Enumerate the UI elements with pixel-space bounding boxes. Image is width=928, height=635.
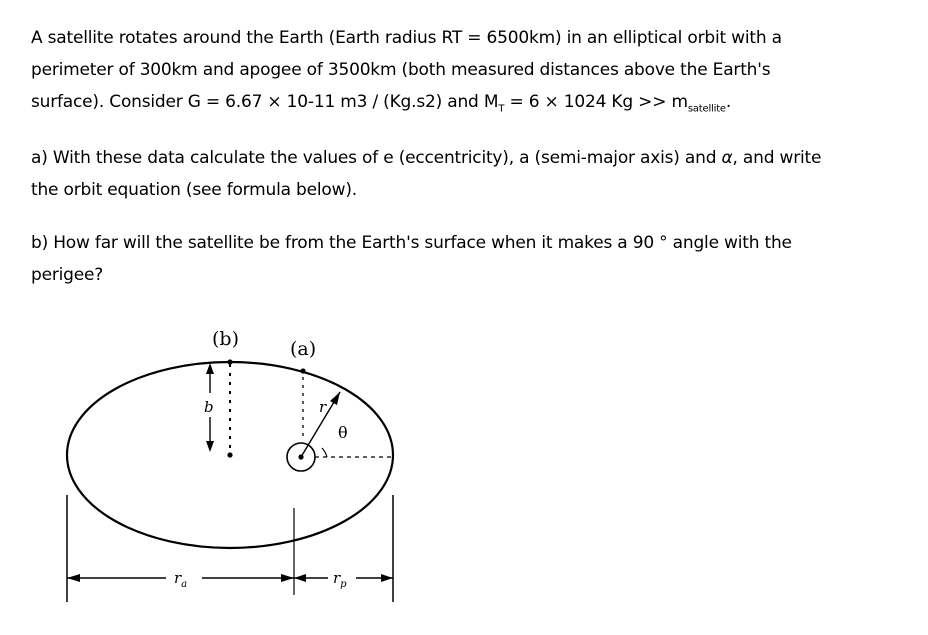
- rp-arrowhead-left: [294, 574, 306, 582]
- b-arrowhead-bottom: [206, 441, 214, 452]
- part-a-line-2: the orbit equation (see formula below).: [31, 180, 357, 200]
- point-b-label: (b): [212, 328, 239, 350]
- part-b-line-2: perigee?: [31, 265, 104, 285]
- theta-label: θ: [338, 423, 348, 442]
- intro-line-2: perimeter of 300km and apogee of 3500km (both measured distances above the Earth's: [31, 60, 771, 80]
- part-a-text: a) With these data calculate the values of e (eccentricity), a (semi-major axis) and: [31, 148, 722, 168]
- rp-arrowhead-right: [381, 574, 393, 582]
- part-b-line-1: b) How far will the satellite be from the Earth's surface when it makes a 90 ° angle with the: [31, 233, 792, 253]
- point-a-dot: [300, 368, 305, 373]
- ra-arrowhead-right: [281, 574, 294, 582]
- rp-label: $r_p$: [333, 569, 347, 590]
- alpha-symbol: α: [721, 148, 733, 168]
- satellite-subscript: satellite: [687, 103, 726, 115]
- earth-mass-subscript: T: [498, 103, 505, 115]
- intro-line-1: A satellite rotates around the Earth (Earth radius RT = 6500km) in an elliptical orbit with a: [31, 28, 782, 48]
- intro-line-3-mass: = 6 × 1024 Kg >> m: [504, 92, 688, 112]
- ra-arrowhead-left: [67, 574, 80, 582]
- ra-label: $r_a$: [174, 569, 188, 590]
- intro-line-3-end: .: [725, 92, 732, 112]
- point-a-label: (a): [290, 338, 317, 360]
- part-a-text-end: , and write: [732, 148, 822, 168]
- radius-r-label: r: [319, 398, 327, 416]
- b-axis-label: b: [204, 398, 214, 416]
- theta-arc: [322, 448, 327, 457]
- radius-vector-arrowhead: [330, 392, 340, 405]
- b-arrowhead-top: [206, 363, 214, 374]
- ellipse-center-dot: [227, 452, 232, 457]
- point-b-dot: [227, 359, 232, 364]
- intro-line-3-text: surface). Consider G = 6.67 × 10-11 m3 / (Kg.s2) and M: [31, 92, 499, 112]
